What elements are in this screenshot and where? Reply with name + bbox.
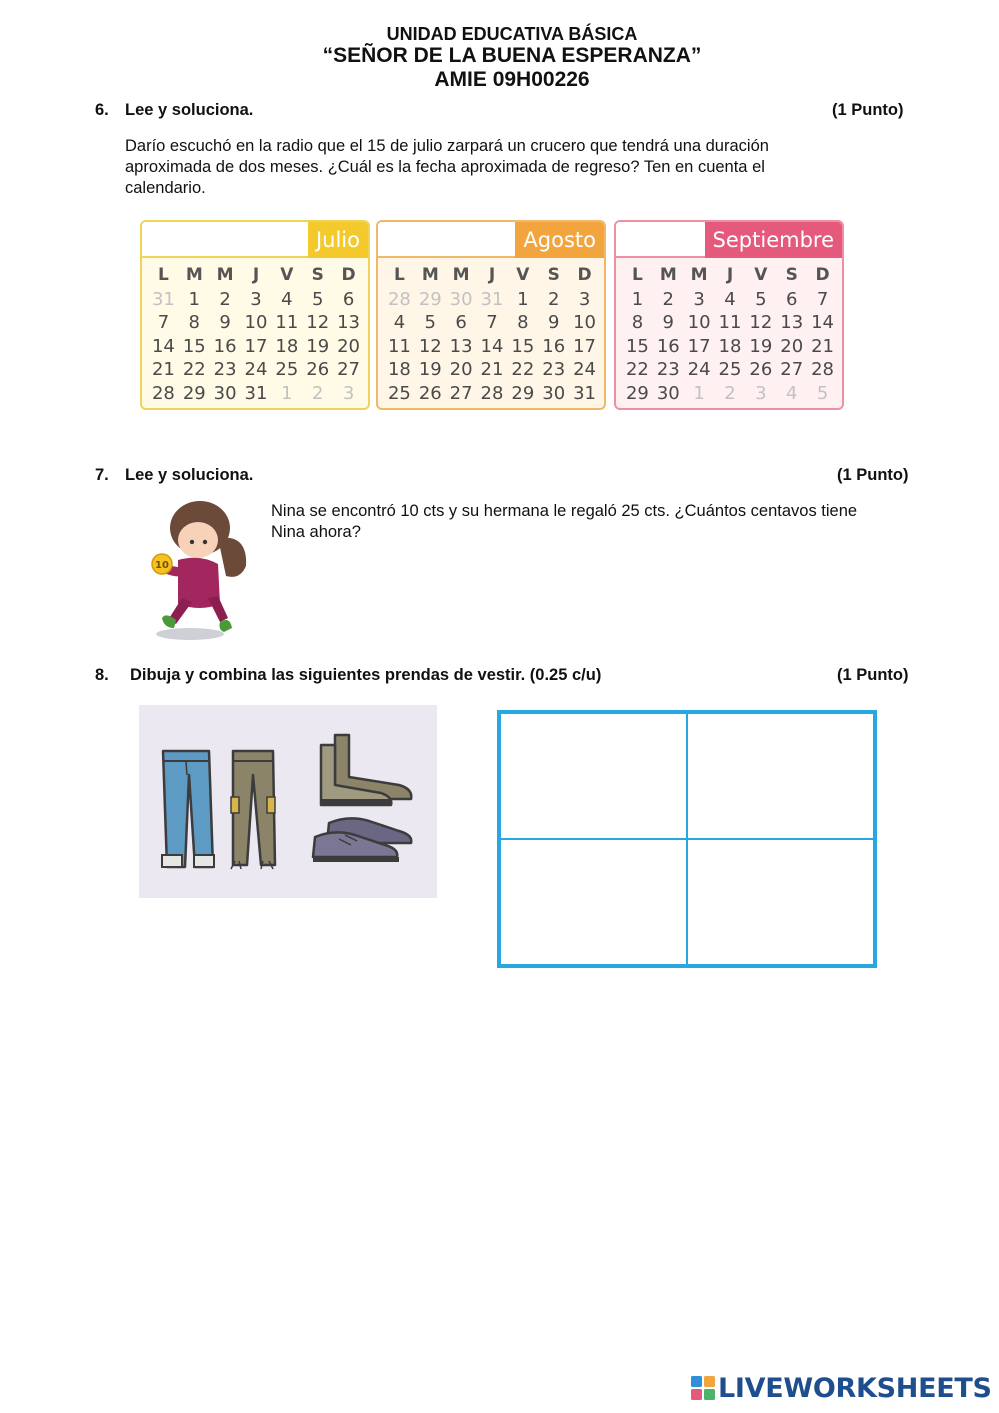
- calendar-day: 4: [785, 382, 798, 404]
- calendar-day: 10: [687, 312, 711, 333]
- calendar-day: 4: [393, 312, 406, 333]
- calendar-julio: [140, 220, 370, 410]
- calendar-day: 3: [578, 288, 591, 310]
- question-6-text-line: Darío escuchó en la radio que el 15 de julio zarpará un crucero que tendrá una duración: [125, 137, 769, 155]
- calendar-day-header: D: [341, 265, 356, 285]
- calendar-day: 7: [816, 288, 829, 310]
- calendar-day: 1: [631, 288, 644, 310]
- shoes-icon: [313, 818, 411, 862]
- calendar-day: 26: [306, 359, 330, 380]
- calendar-day: 1: [517, 288, 529, 310]
- question-6-number: 6.: [95, 101, 109, 119]
- question-6-text-line: aproximada de dos meses. ¿Cuál es la fecha aproximada de regreso? Ten en cuenta el: [125, 158, 765, 176]
- question-7-number: 7.: [95, 466, 109, 484]
- calendar-day: 14: [151, 335, 175, 357]
- calendar-day: 8: [188, 312, 200, 333]
- coin-label: 10: [155, 560, 169, 571]
- calendar-day: 28: [480, 382, 504, 404]
- calendar-day: 24: [244, 359, 268, 380]
- calendar-day: 28: [151, 382, 175, 404]
- calendar-day: 30: [449, 288, 473, 310]
- calendar-day: 3: [693, 288, 705, 310]
- calendar-day: 15: [511, 335, 535, 357]
- calendar-day: 8: [631, 312, 644, 333]
- calendar-day: 19: [749, 335, 773, 357]
- calendar-day: 27: [337, 359, 361, 380]
- calendar-day: 22: [182, 359, 206, 380]
- question-8-number: 8.: [95, 666, 109, 684]
- question-6-text: [125, 136, 885, 199]
- calendar-day: 15: [182, 335, 206, 357]
- calendar-day: 8: [517, 312, 529, 333]
- calendar-day: 14: [480, 335, 504, 357]
- calendar-day: 3: [250, 288, 262, 310]
- calendar-grid: [384, 264, 600, 405]
- question-8-points: (1 Punto): [837, 666, 909, 684]
- calendar-day: 28: [811, 359, 835, 380]
- calendar-day: 2: [547, 288, 560, 310]
- calendar-day: 17: [573, 335, 597, 357]
- calendar-day-header: V: [516, 265, 530, 285]
- calendar-day: 5: [424, 312, 436, 333]
- calendar-day: 31: [244, 382, 268, 404]
- calendar-day: 10: [244, 312, 268, 333]
- calendar-day-header: V: [280, 265, 294, 285]
- calendar-day: 31: [151, 288, 175, 310]
- calendar-day: 5: [311, 288, 324, 310]
- calendar-day: 23: [656, 359, 680, 380]
- question-6-text-line: calendario.: [125, 179, 206, 197]
- calendar-day: 31: [573, 382, 597, 404]
- liveworksheets-logo: [690, 1372, 992, 1404]
- calendar-day: 6: [455, 312, 467, 333]
- calendar-day: 25: [718, 359, 742, 380]
- calendar-day-header: J: [252, 265, 260, 285]
- calendar-day: 6: [342, 288, 355, 310]
- jeans-icon: [162, 751, 214, 867]
- calendar-day: 17: [244, 335, 268, 357]
- question-7-title: Lee y soluciona.: [125, 466, 254, 484]
- calendar-day: 29: [511, 382, 535, 404]
- calendar-day: 23: [213, 359, 237, 380]
- calendar-septiembre: [614, 220, 844, 410]
- calendar-day: 30: [213, 382, 237, 404]
- calendar-day: 21: [811, 335, 835, 357]
- calendar-grid: [148, 264, 364, 405]
- calendar-day: 24: [573, 359, 597, 380]
- calendar-day: 2: [662, 288, 674, 310]
- question-7-points: (1 Punto): [837, 466, 909, 484]
- calendar-day: 18: [718, 335, 742, 357]
- drawing-cell[interactable]: [500, 713, 687, 839]
- calendar-day-header: L: [394, 265, 405, 285]
- calendar-day: 29: [418, 288, 442, 310]
- calendar-day: 3: [342, 382, 355, 404]
- calendar-day-header: M: [421, 265, 439, 285]
- calendar-day-header: J: [488, 265, 496, 285]
- calendar-day: 27: [780, 359, 804, 380]
- calendar-day: 11: [275, 312, 299, 333]
- calendar-day: 21: [151, 359, 175, 380]
- calendar-day: 12: [418, 335, 442, 357]
- calendar-day: 2: [219, 288, 231, 310]
- question-6-title: Lee y soluciona.: [125, 101, 254, 119]
- calendar-month-title: Septiembre: [705, 222, 842, 258]
- calendar-day: 23: [542, 359, 566, 380]
- calendar-day: 13: [337, 312, 361, 333]
- calendar-day: 9: [219, 312, 231, 333]
- cargo-pants-icon: [231, 751, 275, 869]
- calendar-day: 16: [542, 335, 566, 357]
- calendar-day-header: L: [158, 265, 169, 285]
- calendar-month-title: Agosto: [515, 222, 604, 258]
- calendar-day: 28: [387, 288, 411, 310]
- calendar-day: 12: [749, 312, 773, 333]
- question-7-text-line: Nina se encontró 10 cts y su hermana le regaló 25 cts. ¿Cuántos centavos tiene: [271, 502, 858, 520]
- calendar-day-header: S: [785, 265, 798, 285]
- calendar-day: 10: [573, 312, 597, 333]
- calendar-day: 4: [281, 288, 293, 310]
- calendar-day: 18: [387, 359, 411, 380]
- calendar-day: 9: [662, 312, 674, 333]
- question-7-text-line: Nina ahora?: [271, 523, 361, 541]
- calendar-day: 1: [188, 288, 200, 310]
- calendar-day-header: J: [726, 265, 734, 285]
- calendar-day: 7: [157, 312, 170, 333]
- calendar-day: 15: [625, 335, 649, 357]
- calendar-day: 1: [281, 382, 293, 404]
- calendar-day-header: M: [452, 265, 470, 285]
- drawing-cell[interactable]: [500, 839, 687, 965]
- calendar-day-header: D: [577, 265, 592, 285]
- calendar-day: 29: [625, 382, 649, 404]
- calendar-day: 2: [724, 382, 736, 404]
- calendar-day-header: D: [815, 265, 830, 285]
- drawing-cell[interactable]: [687, 713, 874, 839]
- boots-icon: [321, 735, 411, 805]
- calendar-day: 13: [449, 335, 473, 357]
- calendar-day: 30: [542, 382, 566, 404]
- calendar-day: 20: [780, 335, 804, 357]
- calendar-day-header: S: [547, 265, 560, 285]
- calendar-day-header: M: [659, 265, 677, 285]
- calendar-day: 21: [480, 359, 504, 380]
- question-6-header: [0, 101, 999, 123]
- calendar-grid: [622, 264, 838, 405]
- calendar-month-title: Julio: [308, 222, 368, 258]
- calendar-day-header: M: [690, 265, 708, 285]
- calendar-day: 31: [480, 288, 504, 310]
- calendar-day: 6: [785, 288, 798, 310]
- school-header: [0, 24, 999, 91]
- question-7-header: [0, 466, 999, 488]
- calendar-day: 5: [816, 382, 829, 404]
- calendar-day: 17: [687, 335, 711, 357]
- school-name: “SEÑOR DE LA BUENA ESPERANZA”: [322, 44, 702, 68]
- calendar-day: 16: [656, 335, 680, 357]
- calendar-day: 27: [449, 382, 473, 404]
- calendar-day: 25: [275, 359, 299, 380]
- question-6-points: (1 Punto): [832, 101, 904, 119]
- calendar-day: 5: [755, 288, 767, 310]
- liveworksheets-brand-text: LIVEWORKSHEETS: [718, 1372, 992, 1404]
- calendar-day: 19: [306, 335, 330, 357]
- calendar-day: 12: [306, 312, 330, 333]
- calendar-day: 13: [780, 312, 804, 333]
- calendar-day-header: V: [754, 265, 768, 285]
- question-8-title: Dibuja y combina las siguientes prendas de vestir. (0.25 c/u): [130, 666, 602, 684]
- calendar-day-header: S: [311, 265, 324, 285]
- calendar-day: 2: [311, 382, 324, 404]
- calendar-day: 26: [749, 359, 773, 380]
- girl-with-coin-illustration: [148, 498, 258, 643]
- calendar-day: 11: [387, 335, 411, 357]
- clothing-illustration: [139, 705, 437, 898]
- calendar-day: 20: [449, 359, 473, 380]
- calendar-day: 14: [811, 312, 835, 333]
- calendar-day: 11: [718, 312, 742, 333]
- calendar-day: 20: [337, 335, 361, 357]
- drawing-answer-grid[interactable]: [497, 710, 877, 968]
- liveworksheets-logo-icon: [690, 1375, 716, 1401]
- calendar-day: 9: [547, 312, 560, 333]
- calendar-agosto: [376, 220, 606, 410]
- school-amie-code: AMIE 09H00226: [434, 67, 590, 91]
- calendar-day: 24: [687, 359, 711, 380]
- calendar-day: 7: [486, 312, 498, 333]
- question-8-header: [0, 666, 999, 688]
- calendar-day-header: L: [632, 265, 643, 285]
- calendar-day-header: M: [216, 265, 234, 285]
- calendar-day: 1: [693, 382, 705, 404]
- question-7-text: [271, 501, 951, 543]
- clothing-items-icon: [139, 705, 437, 898]
- calendar-day: 3: [755, 382, 767, 404]
- calendar-day: 18: [275, 335, 299, 357]
- calendar-day: 22: [511, 359, 535, 380]
- calendar-day: 19: [418, 359, 442, 380]
- calendar-day: 26: [418, 382, 442, 404]
- calendar-day: 16: [213, 335, 237, 357]
- calendar-day-header: M: [185, 265, 203, 285]
- calendar-day: 4: [724, 288, 736, 310]
- calendar-day: 30: [656, 382, 680, 404]
- calendar-day: 25: [387, 382, 411, 404]
- school-type: UNIDAD EDUCATIVA BÁSICA: [386, 24, 638, 44]
- calendar-day: 29: [182, 382, 206, 404]
- drawing-cell[interactable]: [687, 839, 874, 965]
- calendar-day: 22: [625, 359, 649, 380]
